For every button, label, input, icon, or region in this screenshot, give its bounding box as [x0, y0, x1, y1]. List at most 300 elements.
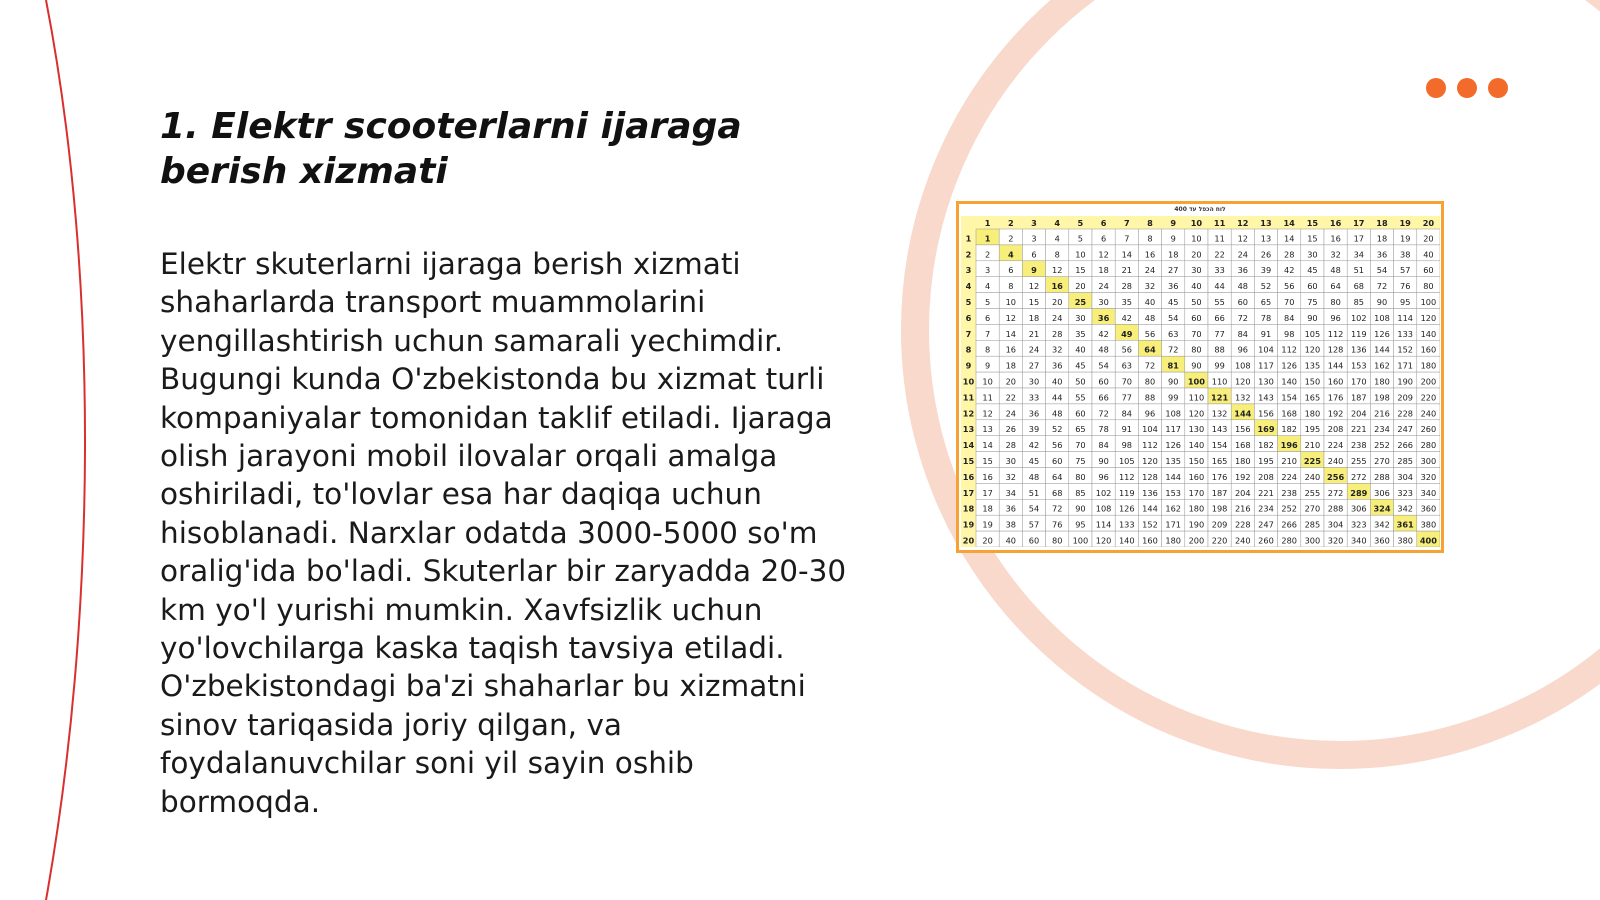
- table-cell-value: 114: [1397, 312, 1414, 323]
- table-cell-value: 198: [1374, 392, 1390, 403]
- table-cell-value: 24: [1237, 249, 1249, 260]
- table-col-header: 15: [1306, 218, 1319, 228]
- table-cell-value: 65: [1260, 297, 1272, 307]
- table-cell-value: 216: [1374, 408, 1390, 419]
- table-cell-value: 22: [1214, 249, 1225, 260]
- table-row-header: 16: [962, 471, 975, 482]
- table-cell-value: 224: [1281, 471, 1298, 482]
- table-cell-value: 80: [1423, 281, 1434, 292]
- table-cell-value: 38: [1399, 249, 1411, 260]
- table-row-header: 12: [962, 408, 975, 419]
- table-cell-value: 300: [1420, 456, 1437, 466]
- table-cell-value: 360: [1374, 535, 1390, 546]
- table-cell-value: 152: [1142, 519, 1158, 530]
- table-cell-value: 209: [1211, 519, 1228, 530]
- table-cell-value: 48: [1144, 312, 1156, 323]
- table-cell-value: 84: [1237, 328, 1249, 339]
- multiplication-table-grid: [961, 216, 1440, 547]
- table-cell-value: 49: [1121, 328, 1133, 339]
- table-cell-value: 120: [1188, 408, 1205, 419]
- table-cell-value: 72: [1167, 344, 1179, 355]
- table-row-header: 3: [965, 265, 972, 276]
- table-cell-value: 300: [1304, 535, 1321, 546]
- table-cell-value: 8: [1147, 233, 1153, 244]
- table-row-header: 19: [962, 519, 975, 530]
- table-cell-value: 80: [1051, 535, 1063, 546]
- table-cell-value: 52: [1260, 281, 1272, 292]
- table-cell-value: 13: [982, 424, 993, 435]
- table-cell-value: 8: [1008, 281, 1014, 292]
- table-cell-value: 169: [1257, 424, 1275, 435]
- table-cell-value: 342: [1397, 503, 1414, 514]
- table-cell-value: 30: [1075, 312, 1086, 323]
- table-cell-value: 19: [1399, 233, 1411, 244]
- table-cell-value: 26: [1005, 424, 1017, 435]
- table-cell-value: 64: [1330, 281, 1341, 292]
- table-cell-value: 143: [1211, 424, 1228, 435]
- table-cell-value: 170: [1188, 487, 1205, 498]
- table-cell-value: 36: [1167, 281, 1179, 292]
- table-cell-value: 90: [1075, 503, 1086, 514]
- table-cell-value: 221: [1350, 424, 1367, 435]
- table-cell-value: 32: [1051, 344, 1063, 355]
- slide-title: 1. Elektr scooterlarni ijaraga berish xizmati: [160, 106, 742, 192]
- table-cell-value: 18: [1005, 360, 1017, 371]
- table-cell-value: 42: [1121, 312, 1133, 323]
- table-cell-value: 272: [1327, 487, 1344, 498]
- table-cell-value: 195: [1258, 456, 1274, 466]
- table-cell-value: 126: [1374, 328, 1390, 339]
- table-cell-value: 54: [1167, 312, 1179, 323]
- dot-icon: [1488, 78, 1508, 98]
- table-cell-value: 240: [1304, 471, 1321, 482]
- table-cell-value: 240: [1420, 408, 1437, 419]
- table-cell-value: 80: [1144, 376, 1156, 387]
- table-col-header: 16: [1329, 218, 1342, 228]
- table-cell-value: 33: [1214, 265, 1225, 276]
- table-cell-value: 72: [1144, 360, 1156, 371]
- table-cell-value: 225: [1303, 456, 1321, 466]
- table-cell-value: 12: [982, 408, 993, 419]
- table-cell-value: 270: [1374, 456, 1390, 466]
- table-cell-value: 54: [1376, 265, 1388, 276]
- table-cell-value: 128: [1142, 471, 1158, 482]
- table-cell-value: 190: [1188, 519, 1205, 530]
- table-cell-value: 28: [1051, 328, 1063, 339]
- table-cell-value: 144: [1234, 408, 1252, 419]
- table-cell-value: 4: [1054, 233, 1060, 244]
- table-cell-value: 78: [1098, 424, 1109, 435]
- table-cell-value: 48: [1098, 344, 1109, 355]
- table-cell-value: 104: [1258, 344, 1274, 355]
- table-cell-value: 135: [1304, 360, 1321, 371]
- table-cell-value: 91: [1121, 424, 1133, 435]
- table-cell-value: 20: [1423, 233, 1434, 244]
- table-cell-value: 360: [1420, 503, 1437, 514]
- table-cell-value: 140: [1118, 535, 1135, 546]
- table-cell-value: 35: [1121, 297, 1133, 307]
- table-cell-value: 7: [984, 328, 991, 339]
- table-cell-value: 100: [1420, 297, 1437, 307]
- table-cell-value: 8: [1054, 249, 1060, 260]
- table-cell-value: 99: [1214, 360, 1225, 371]
- table-cell-value: 96: [1144, 408, 1156, 419]
- table-cell-value: 84: [1283, 312, 1295, 323]
- table-cell-value: 114: [1095, 519, 1112, 530]
- table-cell-value: 16: [1005, 344, 1017, 355]
- table-cell-value: 126: [1281, 360, 1298, 371]
- table-cell-value: 176: [1211, 471, 1228, 482]
- table-cell-value: 12: [1028, 281, 1040, 292]
- table-cell-value: 15: [1075, 265, 1086, 276]
- table-cell-value: 11: [1214, 233, 1225, 244]
- table-cell-value: 120: [1234, 376, 1251, 387]
- table-cell-value: 221: [1258, 487, 1274, 498]
- table-cell-value: 171: [1397, 360, 1414, 371]
- table-cell-value: 30: [1191, 265, 1202, 276]
- table-cell-value: 128: [1327, 344, 1344, 355]
- table-cell-value: 120: [1095, 535, 1112, 546]
- table-cell-value: 15: [1028, 297, 1040, 307]
- table-cell-value: 14: [982, 440, 993, 451]
- table-cell-value: 105: [1304, 328, 1321, 339]
- table-cell-value: 40: [1191, 281, 1202, 292]
- table-cell-value: 10: [1005, 297, 1017, 307]
- table-cell-value: 44: [1214, 281, 1225, 292]
- table-cell-value: 171: [1165, 519, 1182, 530]
- table-cell-value: 270: [1304, 503, 1321, 514]
- table-cell-value: 153: [1350, 360, 1367, 371]
- table-cell-value: 55: [1214, 297, 1225, 307]
- table-cell-value: 121: [1211, 392, 1229, 403]
- table-col-header: 1: [984, 218, 991, 228]
- table-cell-value: 77: [1121, 392, 1133, 403]
- table-cell-value: 18: [1376, 233, 1388, 244]
- table-cell-value: 20: [1075, 281, 1086, 292]
- table-row-header: 11: [962, 392, 975, 403]
- table-cell-value: 112: [1142, 440, 1158, 451]
- table-cell-value: 132: [1234, 392, 1251, 403]
- table-cell-value: 119: [1350, 328, 1367, 339]
- table-cell-value: 280: [1281, 535, 1298, 546]
- table-col-header: 19: [1399, 218, 1411, 228]
- table-cell-value: 10: [1191, 233, 1202, 244]
- table-cell-value: 133: [1118, 519, 1135, 530]
- table-cell-value: 170: [1350, 376, 1367, 387]
- table-cell-value: 240: [1327, 456, 1344, 466]
- table-cell-value: 40: [1005, 535, 1017, 546]
- table-cell-value: 117: [1165, 424, 1182, 435]
- table-cell-value: 18: [1028, 312, 1040, 323]
- table-cell-value: 96: [1237, 344, 1249, 355]
- table-cell-value: 196: [1280, 440, 1298, 451]
- table-cell-value: 55: [1075, 392, 1086, 403]
- table-cell-value: 144: [1374, 344, 1390, 355]
- table-col-header: 14: [1283, 218, 1295, 228]
- table-cell-value: 112: [1327, 328, 1344, 339]
- table-cell-value: 285: [1397, 456, 1414, 466]
- left-red-curve: [46, 0, 85, 900]
- table-col-header: 13: [1260, 218, 1272, 228]
- table-cell-value: 38: [1005, 519, 1017, 530]
- table-cell-value: 140: [1281, 376, 1298, 387]
- table-cell-value: 48: [1237, 281, 1249, 292]
- table-cell-value: 34: [1005, 487, 1017, 498]
- table-cell-value: 220: [1211, 535, 1228, 546]
- table-cell-value: 70: [1191, 328, 1202, 339]
- table-cell-value: 56: [1283, 281, 1295, 292]
- table-cell-value: 80: [1075, 471, 1086, 482]
- table-cell-value: 48: [1028, 471, 1040, 482]
- table-cell-value: 66: [1214, 312, 1225, 323]
- table-cell-value: 100: [1072, 535, 1089, 546]
- table-cell-value: 21: [1028, 328, 1040, 339]
- table-cell-value: 70: [1121, 376, 1133, 387]
- table-cell-value: 120: [1304, 344, 1321, 355]
- table-cell-value: 5: [1077, 233, 1084, 244]
- table-cell-value: 45: [1075, 360, 1086, 371]
- table-cell-value: 156: [1258, 408, 1274, 419]
- table-cell-value: 13: [1260, 233, 1272, 244]
- table-cell-value: 234: [1258, 503, 1274, 514]
- table-cell-value: 51: [1353, 265, 1365, 276]
- table-cell-value: 2: [1008, 233, 1014, 244]
- table-cell-value: 102: [1350, 312, 1367, 323]
- table-cell-value: 95: [1399, 297, 1411, 307]
- table-col-header: 4: [1054, 218, 1061, 228]
- table-cell-value: 247: [1397, 424, 1414, 435]
- table-cell-value: 255: [1304, 487, 1321, 498]
- table-cell-value: 54: [1098, 360, 1109, 371]
- table-cell-value: 45: [1028, 456, 1040, 466]
- table-cell-value: 204: [1350, 408, 1367, 419]
- table-cell-value: 50: [1075, 376, 1086, 387]
- table-cell-value: 9: [1031, 265, 1037, 276]
- table-cell-value: 72: [1237, 312, 1249, 323]
- table-cell-value: 16: [982, 471, 993, 482]
- slide-menu-dots: [1426, 78, 1508, 98]
- table-cell-value: 112: [1281, 344, 1298, 355]
- table-cell-value: 140: [1420, 328, 1437, 339]
- table-cell-value: 238: [1281, 487, 1298, 498]
- table-cell-value: 136: [1142, 487, 1158, 498]
- table-cell-value: 320: [1327, 535, 1344, 546]
- table-col-header: 11: [1213, 218, 1226, 228]
- table-cell-value: 165: [1304, 392, 1321, 403]
- table-cell-value: 120: [1420, 312, 1437, 323]
- table-cell-value: 24: [1005, 408, 1017, 419]
- table-cell-value: 224: [1327, 440, 1344, 451]
- table-col-header: 9: [1170, 218, 1177, 228]
- table-cell-value: 247: [1258, 519, 1274, 530]
- table-col-header: 17: [1353, 218, 1365, 228]
- table-cell-value: 208: [1327, 424, 1344, 435]
- table-cell-value: 168: [1234, 440, 1251, 451]
- table-cell-value: 20: [1005, 376, 1017, 387]
- table-cell-value: 17: [982, 487, 993, 498]
- table-cell-value: 8: [984, 344, 991, 355]
- table-cell-value: 136: [1350, 344, 1367, 355]
- table-col-header: 10: [1190, 218, 1203, 228]
- table-cell-value: 266: [1397, 440, 1414, 451]
- table-cell-value: 4: [984, 281, 991, 292]
- table-cell-value: 110: [1211, 376, 1228, 387]
- table-cell-value: 36: [1097, 312, 1110, 323]
- table-cell-value: 64: [1144, 344, 1156, 355]
- dot-icon: [1426, 78, 1446, 98]
- table-cell-value: 80: [1191, 344, 1202, 355]
- table-cell-value: 40: [1075, 344, 1086, 355]
- table-cell-value: 88: [1214, 344, 1225, 355]
- table-cell-value: 3: [984, 265, 991, 276]
- table-cell-value: 27: [1167, 265, 1179, 276]
- table-cell-value: 20: [982, 535, 993, 546]
- table-cell-value: 280: [1420, 440, 1437, 451]
- table-cell-value: 78: [1260, 312, 1272, 323]
- table-cell-value: 190: [1397, 376, 1414, 387]
- table-cell-value: 60: [1423, 265, 1434, 276]
- table-cell-value: 40: [1423, 249, 1434, 260]
- table-row-header: 4: [965, 281, 972, 292]
- table-cell-value: 28: [1283, 249, 1295, 260]
- table-cell-value: 17: [1353, 233, 1365, 244]
- table-cell-value: 154: [1281, 392, 1298, 403]
- table-cell-value: 150: [1188, 456, 1205, 466]
- table-cell-value: 182: [1258, 440, 1274, 451]
- table-col-header: 12: [1237, 218, 1249, 228]
- table-cell-value: 256: [1327, 471, 1345, 482]
- table-cell-value: 108: [1234, 360, 1251, 371]
- table-cell-value: 84: [1098, 440, 1109, 451]
- table-cell-value: 228: [1397, 408, 1414, 419]
- table-cell-value: 176: [1327, 392, 1344, 403]
- table-cell-value: 40: [1144, 297, 1156, 307]
- table-cell-value: 9: [1170, 233, 1176, 244]
- table-cell-value: 165: [1211, 456, 1228, 466]
- table-cell-value: 27: [1028, 360, 1040, 371]
- table-cell-value: 160: [1142, 535, 1158, 546]
- table-row-header: 13: [962, 424, 975, 435]
- table-cell-value: 400: [1419, 535, 1437, 546]
- table-cell-value: 10: [982, 376, 993, 387]
- table-cell-value: 99: [1167, 392, 1179, 403]
- table-cell-value: 90: [1307, 312, 1318, 323]
- table-row-header: 1: [965, 233, 972, 244]
- table-cell-value: 260: [1258, 535, 1274, 546]
- table-cell-value: 28: [1121, 281, 1133, 292]
- table-cell-value: 102: [1095, 487, 1112, 498]
- table-cell-value: 32: [1330, 249, 1341, 260]
- table-cell-value: 162: [1165, 503, 1182, 514]
- table-cell-value: 63: [1167, 328, 1179, 339]
- table-cell-value: 21: [1121, 265, 1133, 276]
- table-cell-value: 324: [1373, 503, 1391, 514]
- table-cell-value: 340: [1350, 535, 1367, 546]
- table-cell-value: 210: [1281, 456, 1298, 466]
- table-cell-value: 133: [1397, 328, 1414, 339]
- table-cell-value: 209: [1397, 392, 1414, 403]
- table-cell-value: 180: [1165, 535, 1182, 546]
- table-row-header: 17: [962, 487, 975, 498]
- table-cell-value: 108: [1374, 312, 1390, 323]
- table-cell-value: 11: [982, 392, 993, 403]
- table-cell-value: 228: [1234, 519, 1251, 530]
- table-cell-value: 130: [1258, 376, 1274, 387]
- table-cell-value: 7: [1124, 233, 1130, 244]
- table-cell-value: 306: [1350, 503, 1367, 514]
- table-cell-value: 304: [1327, 519, 1344, 530]
- table-cell-value: 289: [1350, 487, 1368, 498]
- table-cell-value: 95: [1075, 519, 1086, 530]
- table-cell-value: 52: [1051, 424, 1063, 435]
- table-cell-value: 30: [1307, 249, 1318, 260]
- table-cell-value: 104: [1142, 424, 1158, 435]
- table-cell-value: 72: [1098, 408, 1109, 419]
- table-cell-value: 60: [1191, 312, 1202, 323]
- table-cell-value: 160: [1188, 471, 1205, 482]
- table-cell-value: 40: [1051, 376, 1063, 387]
- table-cell-value: 96: [1098, 471, 1109, 482]
- table-cell-value: 16: [1144, 249, 1156, 260]
- table-cell-value: 180: [1304, 408, 1321, 419]
- table-cell-value: 30: [1005, 456, 1017, 466]
- table-cell-value: 12: [1005, 312, 1017, 323]
- table-col-header: 2: [1007, 218, 1014, 228]
- table-cell-value: 192: [1234, 471, 1251, 482]
- table-cell-value: 187: [1350, 392, 1367, 403]
- table-cell-value: 210: [1304, 440, 1321, 451]
- table-cell-value: 238: [1350, 440, 1367, 451]
- table-cell-value: 323: [1350, 519, 1367, 530]
- table-cell-value: 153: [1165, 487, 1182, 498]
- dot-icon: [1457, 78, 1477, 98]
- table-cell-value: 30: [1028, 376, 1040, 387]
- table-cell-value: 220: [1420, 392, 1437, 403]
- table-cell-value: 110: [1188, 392, 1205, 403]
- table-cell-value: 304: [1397, 471, 1414, 482]
- table-cell-value: 117: [1258, 360, 1274, 371]
- table-col-header: 7: [1123, 218, 1130, 228]
- table-cell-value: 60: [1075, 408, 1086, 419]
- table-cell-value: 144: [1327, 360, 1344, 371]
- table-cell-value: 108: [1095, 503, 1112, 514]
- table-cell-value: 143: [1258, 392, 1274, 403]
- table-cell-value: 192: [1327, 408, 1344, 419]
- table-cell-value: 75: [1075, 456, 1086, 466]
- table-row-header: 15: [962, 456, 975, 466]
- table-cell-value: 9: [984, 360, 991, 371]
- table-row-header: 20: [962, 535, 975, 546]
- table-cell-value: 285: [1304, 519, 1321, 530]
- table-cell-value: 342: [1374, 519, 1390, 530]
- table-cell-value: 18: [1167, 249, 1179, 260]
- table-cell-value: 32: [1005, 471, 1017, 482]
- table-cell-value: 45: [1167, 297, 1179, 307]
- table-cell-value: 56: [1144, 328, 1156, 339]
- multiplication-table-image: [956, 201, 1444, 553]
- table-cell-value: 45: [1307, 265, 1318, 276]
- table-cell-value: 180: [1374, 376, 1390, 387]
- table-cell-value: 6: [1008, 265, 1014, 276]
- table-cell-value: 5: [984, 297, 991, 307]
- table-cell-value: 68: [1051, 487, 1063, 498]
- table-cell-value: 66: [1098, 392, 1109, 403]
- table-row-header: 18: [962, 503, 975, 514]
- table-cell-value: 33: [1028, 392, 1040, 403]
- table-col-header: 5: [1077, 218, 1084, 228]
- table-cell-value: 144: [1165, 471, 1182, 482]
- table-col-header: 3: [1031, 218, 1037, 228]
